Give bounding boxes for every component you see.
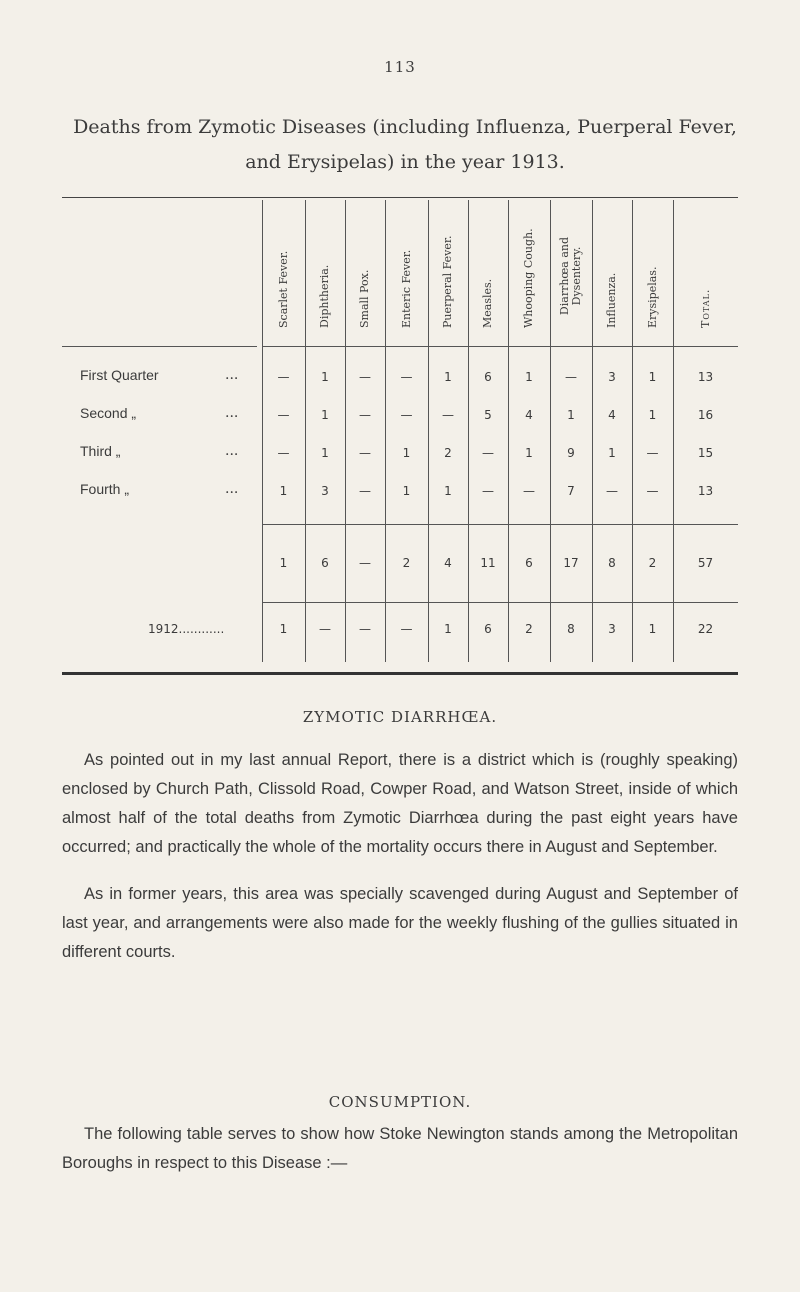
prev-year-cell: 1 [648, 622, 657, 636]
page-number: 113 [384, 58, 416, 76]
prev-year-cell: — [359, 622, 371, 636]
total-cell: 6 [525, 556, 533, 570]
table-cell: 13 [697, 370, 714, 384]
column-header [385, 200, 428, 340]
prev-year-label: 1912............ [148, 622, 225, 636]
prev-year-cell: 6 [484, 622, 492, 636]
table-cell: 2 [444, 446, 452, 460]
row-label: First Quarter [80, 367, 159, 383]
table-cell: — [277, 370, 290, 384]
table-cell: 1 [648, 370, 657, 384]
subtotal-rule [262, 524, 738, 525]
table-cell: — [646, 446, 659, 460]
zymotic-diarrhoea-heading: ZYMOTIC DIARRHŒA. [302, 708, 498, 726]
column-header [673, 200, 738, 340]
column-header [428, 200, 468, 340]
table-cell: — [359, 370, 371, 384]
column-header-label: Enteric Fever. [399, 249, 413, 328]
column-header-label: Small Pox. [358, 269, 371, 328]
table-cell: 3 [321, 484, 329, 498]
table-cell: 7 [567, 484, 575, 498]
consumption-text [62, 1120, 738, 1178]
table-bottom-rule [62, 672, 738, 675]
table-cell: — [400, 408, 413, 422]
column-header-label: Total. [698, 288, 712, 328]
table-cell: 4 [525, 408, 533, 422]
table-cell: 1 [648, 408, 657, 422]
table-cell: — [523, 484, 535, 498]
table-cell: 1 [567, 408, 575, 422]
paragraph: As in former years, this area was specially scavenged during August and September of last year, and arrangements were also made for the weekly flushing of the gullies situated in different courts. [62, 885, 738, 961]
header-rule [262, 346, 738, 347]
paragraph: As pointed out in my last annual Report, there is a district which is (roughly speaking) enclosed by Church Path, Clissold Road, Cowper Road, and Watson Street, inside of which almost half of the total deaths from Zymotic Diarrhœa during the past eight years have occurred; and practically the whole of the mortality occurs there in August and September. [62, 751, 738, 856]
table-cell: — [359, 408, 371, 422]
table-cell: — [359, 484, 371, 498]
column-header [305, 200, 345, 340]
row-leader-dots: ... [225, 481, 239, 497]
table-cell: 1 [525, 446, 533, 460]
total-cell: 2 [402, 556, 411, 570]
column-header-label: Measles. [481, 278, 494, 328]
table-cell: 1 [321, 370, 329, 384]
table-cell: 5 [484, 408, 492, 422]
table-cell: 16 [697, 408, 714, 422]
table-cell: 1 [402, 484, 411, 498]
table-cell: 4 [608, 408, 616, 422]
column-header [508, 200, 550, 340]
column-header-label: Whooping Cough. [522, 228, 535, 328]
total-cell: 8 [608, 556, 616, 570]
table-cell: 9 [567, 446, 575, 460]
table-cell: 1 [321, 446, 329, 460]
table-top-rule [62, 197, 738, 198]
total-cell: 4 [444, 556, 452, 570]
prev-year-cell: 22 [697, 622, 714, 636]
table-title: Deaths from Zymotic Diseases (including Influenza, Puerperal Fever, and Erysipelas) in the year 1913. [73, 116, 737, 173]
table-cell: — [646, 484, 659, 498]
row-leader-dots: ... [225, 405, 239, 421]
column-header-label: Influenza. [605, 272, 618, 328]
column-header-label: Erysipelas. [645, 266, 659, 328]
total-cell: 17 [563, 556, 579, 570]
table-cell: — [359, 446, 371, 460]
table-cell: 1 [444, 370, 452, 384]
prev-year-cell: — [319, 622, 331, 636]
table-cell: 13 [697, 484, 714, 498]
column-header [468, 200, 508, 340]
table-cell: 1 [525, 370, 533, 384]
column-header [592, 200, 632, 340]
table-cell: 1 [444, 484, 452, 498]
column-header [550, 200, 592, 340]
row-label: Third „ [80, 443, 121, 459]
row-label: Second „ [80, 405, 137, 421]
column-header [345, 200, 385, 340]
table-cell: — [400, 370, 413, 384]
total-cell: 2 [648, 556, 657, 570]
row-label: Fourth „ [80, 481, 130, 497]
table-cell: 15 [697, 446, 714, 460]
total-cell: — [359, 556, 371, 570]
paragraph: The following table serves to show how Stoke Newington stands among the Metropolitan Boroughs in respect to this Disease :— [62, 1125, 738, 1172]
table-cell: 1 [321, 408, 329, 422]
prev-year-cell: 1 [279, 622, 288, 636]
table-cell: — [277, 446, 290, 460]
prev-year-cell: 3 [608, 622, 616, 636]
column-header-label: Diarrhœa and Dysentery. [558, 236, 583, 316]
table-cell: 1 [608, 446, 616, 460]
table-cell: — [565, 370, 577, 384]
column-header-label: Puerperal Fever. [441, 235, 454, 328]
total-cell: 11 [480, 556, 496, 570]
total-cell: 6 [321, 556, 329, 570]
table-cell: — [442, 408, 454, 422]
prev-year-cell: 1 [444, 622, 452, 636]
table-cell: 6 [484, 370, 492, 384]
column-header [262, 200, 305, 340]
column-header-label: Diphtheria. [318, 264, 331, 328]
total-cell: 57 [697, 556, 714, 570]
zymotic-diarrhoea-text [62, 746, 738, 967]
total-cell: 1 [279, 556, 288, 570]
header-rule [62, 346, 257, 347]
subtotal-rule [262, 602, 738, 603]
consumption-heading: CONSUMPTION. [328, 1093, 472, 1111]
table-cell: — [482, 484, 494, 498]
table-cell: — [482, 446, 494, 460]
column-header [632, 200, 673, 340]
row-leader-dots: ... [225, 443, 239, 459]
table-cell: 1 [402, 446, 411, 460]
table-cell: 1 [279, 484, 288, 498]
prev-year-cell: — [400, 622, 413, 636]
row-leader-dots: ... [225, 367, 239, 383]
prev-year-cell: 2 [525, 622, 533, 636]
column-header-label: Scarlet Fever. [276, 250, 290, 328]
prev-year-cell: 8 [567, 622, 575, 636]
table-cell: — [277, 408, 290, 422]
table-cell: 3 [608, 370, 616, 384]
table-cell: — [606, 484, 618, 498]
